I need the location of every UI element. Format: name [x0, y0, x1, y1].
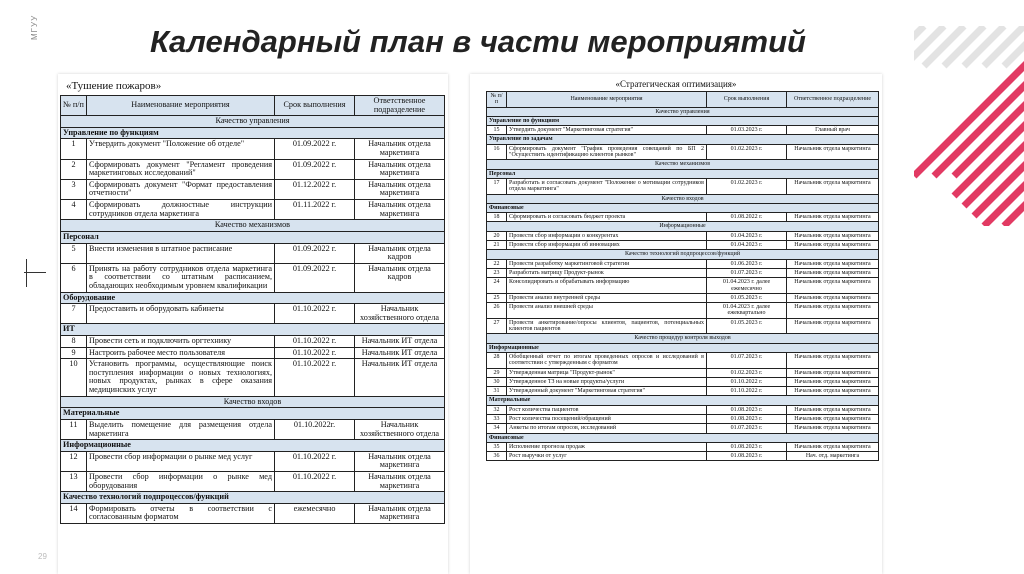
row-number: 34: [487, 424, 507, 433]
table-row: [487, 241, 879, 250]
activity-name: Сформировать документ "График проведения совещаний по БП 2 "Осуществить идентификацию клиентов рынков": [507, 144, 707, 160]
row-number: 24: [487, 278, 507, 294]
row-number: 2: [61, 159, 87, 179]
table-row: [487, 368, 879, 377]
row-number: 11: [61, 419, 87, 439]
row-number: 12: [61, 451, 87, 471]
responsible-unit: Начальник отдела маркетинга: [787, 213, 879, 222]
left-table-title: «Тушение пожаров»: [66, 80, 162, 92]
row-number: 16: [487, 144, 507, 160]
table-row: [61, 419, 445, 439]
activity-name: Предоставить и оборудовать кабинеты: [87, 304, 275, 324]
responsible-unit: Начальник отдела маркетинга: [787, 352, 879, 368]
activity-name: Утвержденное ТЗ на новые продукты/услуги: [507, 377, 707, 386]
activity-name: Провести сбор информации об инновациях: [507, 241, 707, 250]
subsection-heading: ИТ: [61, 324, 445, 336]
table-row: [487, 452, 879, 461]
row-number: 36: [487, 452, 507, 461]
due-date: 01.04.2023 г.: [707, 241, 787, 250]
table-row: [487, 442, 879, 451]
responsible-unit: Начальник отдела маркетинга: [355, 159, 445, 179]
subsection-heading: Оборудование: [61, 292, 445, 304]
subsection-row: [487, 433, 879, 442]
subsection-row: [61, 292, 445, 304]
responsible-unit: Начальник отдела маркетинга: [787, 144, 879, 160]
section-row: [487, 194, 879, 203]
activity-name: Провести разработку маркетинговой стратегии: [507, 259, 707, 268]
activity-name: Рост количества пациентов: [507, 405, 707, 414]
activity-name: Провести анализ внутренней среды: [507, 293, 707, 302]
table-row: [487, 231, 879, 240]
activity-name: Провести сбор информации о конкурентах: [507, 231, 707, 240]
due-date: 01.08.2022 г.: [707, 213, 787, 222]
responsible-unit: Начальник отдела маркетинга: [787, 414, 879, 423]
subsection-heading: Информационные: [487, 343, 879, 352]
section-heading: Качество процедур контроля выходов: [487, 334, 879, 343]
due-date: 01.10.2022 г.: [707, 377, 787, 386]
activity-name: Провести сбор информации о рынке мед оборудования: [87, 471, 275, 491]
due-date: 01.04.2023 г.: [707, 231, 787, 240]
subsection-row: [61, 408, 445, 420]
row-number: 27: [487, 318, 507, 334]
activity-name: Утвердить документ "Положение об отделе": [87, 139, 275, 159]
row-number: 28: [487, 352, 507, 368]
table-row: [487, 414, 879, 423]
left-plan-table: [60, 95, 445, 524]
section-row: [487, 222, 879, 231]
section-row: [487, 160, 879, 169]
table-row: [487, 259, 879, 268]
subsection-row: [487, 343, 879, 352]
responsible-unit: Начальник ИТ отдела: [355, 336, 445, 348]
responsible-unit: Начальник отдела маркетинга: [787, 303, 879, 319]
row-number: 14: [61, 503, 87, 523]
responsible-unit: Начальник отдела маркетинга: [787, 259, 879, 268]
due-date: 01.10.2022 г.: [275, 471, 355, 491]
activity-name: Сформировать должностные инструкции сотрудников отдела маркетинга: [87, 200, 275, 220]
table-row: [487, 126, 879, 135]
section-heading: Качество механизмов: [61, 220, 445, 232]
activity-name: Установить программы, осуществляющие поиск поступления информации о новых технологиях, новых продуктах, рынках в сфере оказания медицинских услуг: [87, 359, 275, 396]
activity-name: Принять на работу сотрудников отдела маркетинга в соответствии со штатным расписанием, обладающих необходимым уровнем квалификации: [87, 263, 275, 292]
header-num: № п/п: [487, 92, 507, 108]
section-heading: Качество технологий подпроцессов/функций: [487, 250, 879, 259]
table-row: [61, 139, 445, 159]
responsible-unit: Начальник отдела маркетинга: [787, 278, 879, 294]
activity-name: Сформировать и согласовать бюджет проекта: [507, 213, 707, 222]
due-date: 01.07.2023 г.: [707, 424, 787, 433]
subsection-heading: Персонал: [487, 169, 879, 178]
row-number: 29: [487, 368, 507, 377]
activity-name: Сформировать документ "Формат предоставления отчетности": [87, 179, 275, 199]
responsible-unit: Начальник отдела маркетинга: [787, 231, 879, 240]
subsection-heading: Управление по задачам: [487, 135, 879, 144]
activity-name: Анкеты по итогам опросов, исследований: [507, 424, 707, 433]
table-row: [487, 213, 879, 222]
due-date: 01.03.2023 г.: [707, 126, 787, 135]
row-number: 32: [487, 405, 507, 414]
subsection-row: [61, 492, 445, 504]
activity-name: Сформировать документ "Регламент проведения маркетинговых исследований": [87, 159, 275, 179]
page-number: 29: [38, 552, 47, 561]
subsection-heading: Управление по функциям: [487, 116, 879, 125]
due-date: 01.10.2022 г.: [275, 304, 355, 324]
table-row: [487, 293, 879, 302]
due-date: 01.09.2022 г.: [275, 159, 355, 179]
activity-name: Обобщенный отчет по итогам проведенных опросов и исследований в соответствии с утвержденным с форматом: [507, 352, 707, 368]
responsible-unit: Главный врач: [787, 126, 879, 135]
row-number: 23: [487, 268, 507, 277]
row-number: 13: [61, 471, 87, 491]
responsible-unit: Начальник отдела маркетинга: [355, 179, 445, 199]
subsection-row: [61, 440, 445, 452]
subsection-heading: Управление по функциям: [61, 127, 445, 139]
activity-name: Утвержденная матрица "Продукт-рынок": [507, 368, 707, 377]
responsible-unit: Начальник отдела маркетинга: [787, 377, 879, 386]
row-number: 17: [487, 178, 507, 194]
responsible-unit: Начальник отдела маркетинга: [787, 318, 879, 334]
right-table-title: «Стратегическая оптимизация»: [615, 79, 737, 89]
section-row: [487, 250, 879, 259]
subsection-row: [61, 324, 445, 336]
row-number: 6: [61, 263, 87, 292]
header-date: Срок выполнения: [707, 92, 787, 108]
header-responsible: Ответственное подразделение: [355, 96, 445, 116]
subsection-heading: Персонал: [61, 231, 445, 243]
activity-name: Утвердить документ "Маркетинговая стратегия": [507, 126, 707, 135]
due-date: 01.09.2022 г.: [275, 263, 355, 292]
row-number: 4: [61, 200, 87, 220]
table-row: [487, 303, 879, 319]
row-number: 1: [61, 139, 87, 159]
responsible-unit: Начальник отдела маркетинга: [787, 424, 879, 433]
header-num: № п/п: [61, 96, 87, 116]
responsible-unit: Начальник отдела маркетинга: [787, 241, 879, 250]
responsible-unit: Начальник отдела кадров: [355, 263, 445, 292]
table-row: [487, 405, 879, 414]
responsible-unit: Начальник отдела маркетинга: [787, 405, 879, 414]
due-date: 01.06.2023 г.: [707, 259, 787, 268]
activity-name: Исполнение прогноза продаж: [507, 442, 707, 451]
activity-name: Разработать и согласовать документ "Положение о мотивации сотрудников отдела маркетинга": [507, 178, 707, 194]
subsection-heading: Информационные: [61, 440, 445, 452]
subsection-row: [487, 169, 879, 178]
table-row: [487, 318, 879, 334]
row-number: 15: [487, 126, 507, 135]
subsection-heading: Материальные: [61, 408, 445, 420]
row-number: 3: [61, 179, 87, 199]
subsection-row: [61, 127, 445, 139]
header-name: Наименование мероприятия: [87, 96, 275, 116]
due-date: 01.08.2023 г.: [707, 442, 787, 451]
subsection-row: [487, 116, 879, 125]
row-number: 20: [487, 231, 507, 240]
responsible-unit: Начальник хозяйственного отдела: [355, 304, 445, 324]
row-number: 9: [61, 347, 87, 359]
table-row: [487, 144, 879, 160]
section-row: [487, 334, 879, 343]
table-row: [61, 179, 445, 199]
section-heading: Информационные: [487, 222, 879, 231]
responsible-unit: Начальник отдела маркетинга: [355, 451, 445, 471]
responsible-unit: Начальник отдела маркетинга: [787, 387, 879, 396]
due-date: 01.10.2022 г.: [275, 451, 355, 471]
subsection-row: [487, 203, 879, 212]
due-date: 01.10.2022 г.: [275, 347, 355, 359]
table-row: [487, 387, 879, 396]
activity-name: Утвержденный документ "Маркетинговая стратегия": [507, 387, 707, 396]
due-date: 01.09.2022 г.: [275, 243, 355, 263]
due-date: 01.07.2023 г.: [707, 352, 787, 368]
row-number: 31: [487, 387, 507, 396]
section-row: [61, 396, 445, 408]
table-row: [487, 424, 879, 433]
row-number: 7: [61, 304, 87, 324]
table-row: [61, 243, 445, 263]
table-row: [487, 178, 879, 194]
row-number: 18: [487, 213, 507, 222]
activity-name: Разработать матрицу Продукт-рынок: [507, 268, 707, 277]
activity-name: Формировать отчеты в соответствии с согласованным форматом: [87, 503, 275, 523]
activity-name: Провести сбор информации о рынке мед услуг: [87, 451, 275, 471]
row-number: 25: [487, 293, 507, 302]
activity-name: Выделить помещение для размещения отдела маркетинга: [87, 419, 275, 439]
table-row: [61, 263, 445, 292]
due-date: 01.05.2023 г.: [707, 293, 787, 302]
subsection-heading: Материальные: [487, 396, 879, 405]
activity-name: Провести анкетирование/опросы клиентов, пациентов, потенциальных клиентов пациентов: [507, 318, 707, 334]
table-row: [61, 503, 445, 523]
decorative-stripes: [914, 26, 1024, 226]
responsible-unit: Начальник ИТ отдела: [355, 359, 445, 396]
activity-name: Провести анализ внешней среды: [507, 303, 707, 319]
due-date: 01.07.2023 г.: [707, 268, 787, 277]
table-row: [487, 268, 879, 277]
due-date: 01.10.2022 г.: [275, 336, 355, 348]
right-plan-table: [486, 91, 879, 461]
section-row: [61, 116, 445, 128]
due-date: 01.10.2022 г.: [275, 359, 355, 396]
subsection-heading: Качество технологий подпроцессов/функций: [61, 492, 445, 504]
due-date: 01.04.2023 г. далее ежемесячно: [707, 278, 787, 294]
row-number: 30: [487, 377, 507, 386]
section-heading: Качество управления: [61, 116, 445, 128]
responsible-unit: Начальник хозяйственного отдела: [355, 419, 445, 439]
section-row: [487, 107, 879, 116]
table-row: [487, 278, 879, 294]
table-row: [61, 471, 445, 491]
responsible-unit: Начальник отдела маркетинга: [355, 503, 445, 523]
subsection-row: [61, 231, 445, 243]
section-heading: Качество входов: [487, 194, 879, 203]
section-heading: Качество управления: [487, 107, 879, 116]
row-number: 21: [487, 241, 507, 250]
responsible-unit: Начальник отдела маркетинга: [787, 442, 879, 451]
row-number: 33: [487, 414, 507, 423]
row-number: 5: [61, 243, 87, 263]
left-document: [58, 74, 448, 574]
due-date: 01.09.2022 г.: [275, 139, 355, 159]
due-date: 01.10.2022г.: [275, 419, 355, 439]
due-date: 01.10.2022 г.: [707, 387, 787, 396]
table-row: [61, 451, 445, 471]
responsible-unit: Начальник отдела маркетинга: [787, 178, 879, 194]
responsible-unit: Начальник отдела маркетинга: [355, 200, 445, 220]
row-number: 35: [487, 442, 507, 451]
responsible-unit: Начальник ИТ отдела: [355, 347, 445, 359]
responsible-unit: Начальник отдела маркетинга: [787, 268, 879, 277]
responsible-unit: Начальник отдела маркетинга: [787, 293, 879, 302]
header-date: Срок выполнения: [275, 96, 355, 116]
activity-name: Рост выручки от услуг: [507, 452, 707, 461]
section-heading: Качество входов: [61, 396, 445, 408]
due-date: 01.08.2023 г.: [707, 405, 787, 414]
due-date: 01.02.2023 г.: [707, 368, 787, 377]
table-row: [61, 200, 445, 220]
header-name: Наименование мероприятия: [507, 92, 707, 108]
subsection-heading: Финансовые: [487, 433, 879, 442]
section-heading: Качество механизмов: [487, 160, 879, 169]
row-number: 22: [487, 259, 507, 268]
due-date: 01.02.2023 г.: [707, 178, 787, 194]
responsible-unit: Начальник отдела маркетинга: [787, 368, 879, 377]
subsection-row: [487, 135, 879, 144]
table-row: [61, 347, 445, 359]
subsection-row: [487, 396, 879, 405]
due-date: 01.04.2023 г. далее ежеквартально: [707, 303, 787, 319]
left-marker: [24, 272, 46, 287]
side-label: МГУУ: [30, 14, 39, 40]
table-row: [61, 359, 445, 396]
subsection-heading: Финансовые: [487, 203, 879, 212]
responsible-unit: Нач. отд. маркетинга: [787, 452, 879, 461]
responsible-unit: Начальник отдела маркетинга: [355, 139, 445, 159]
activity-name: Внести изменения в штатное расписание: [87, 243, 275, 263]
due-date: ежемесячно: [275, 503, 355, 523]
table-row: [61, 336, 445, 348]
due-date: 01.08.2023 г.: [707, 414, 787, 423]
row-number: 26: [487, 303, 507, 319]
slide-title: Календарный план в части мероприятий: [150, 24, 806, 59]
table-row: [61, 159, 445, 179]
table-row: [61, 304, 445, 324]
right-document: [470, 74, 882, 574]
activity-name: Консолидировать и обрабатывать информацию: [507, 278, 707, 294]
header-responsible: Ответственное подразделение: [787, 92, 879, 108]
row-number: 8: [61, 336, 87, 348]
due-date: 01.05.2023 г.: [707, 318, 787, 334]
due-date: 01.12.2022 г.: [275, 179, 355, 199]
responsible-unit: Начальник отдела маркетинга: [355, 471, 445, 491]
due-date: 01.08.2023 г.: [707, 452, 787, 461]
responsible-unit: Начальник отдела кадров: [355, 243, 445, 263]
activity-name: Рост количества посещений/обращений: [507, 414, 707, 423]
section-row: [61, 220, 445, 232]
due-date: 01.02.2023 г.: [707, 144, 787, 160]
due-date: 01.11.2022 г.: [275, 200, 355, 220]
activity-name: Настроить рабочее место пользователя: [87, 347, 275, 359]
row-number: 10: [61, 359, 87, 396]
table-row: [487, 352, 879, 368]
table-row: [487, 377, 879, 386]
activity-name: Провести сеть и подключить оргтехнику: [87, 336, 275, 348]
